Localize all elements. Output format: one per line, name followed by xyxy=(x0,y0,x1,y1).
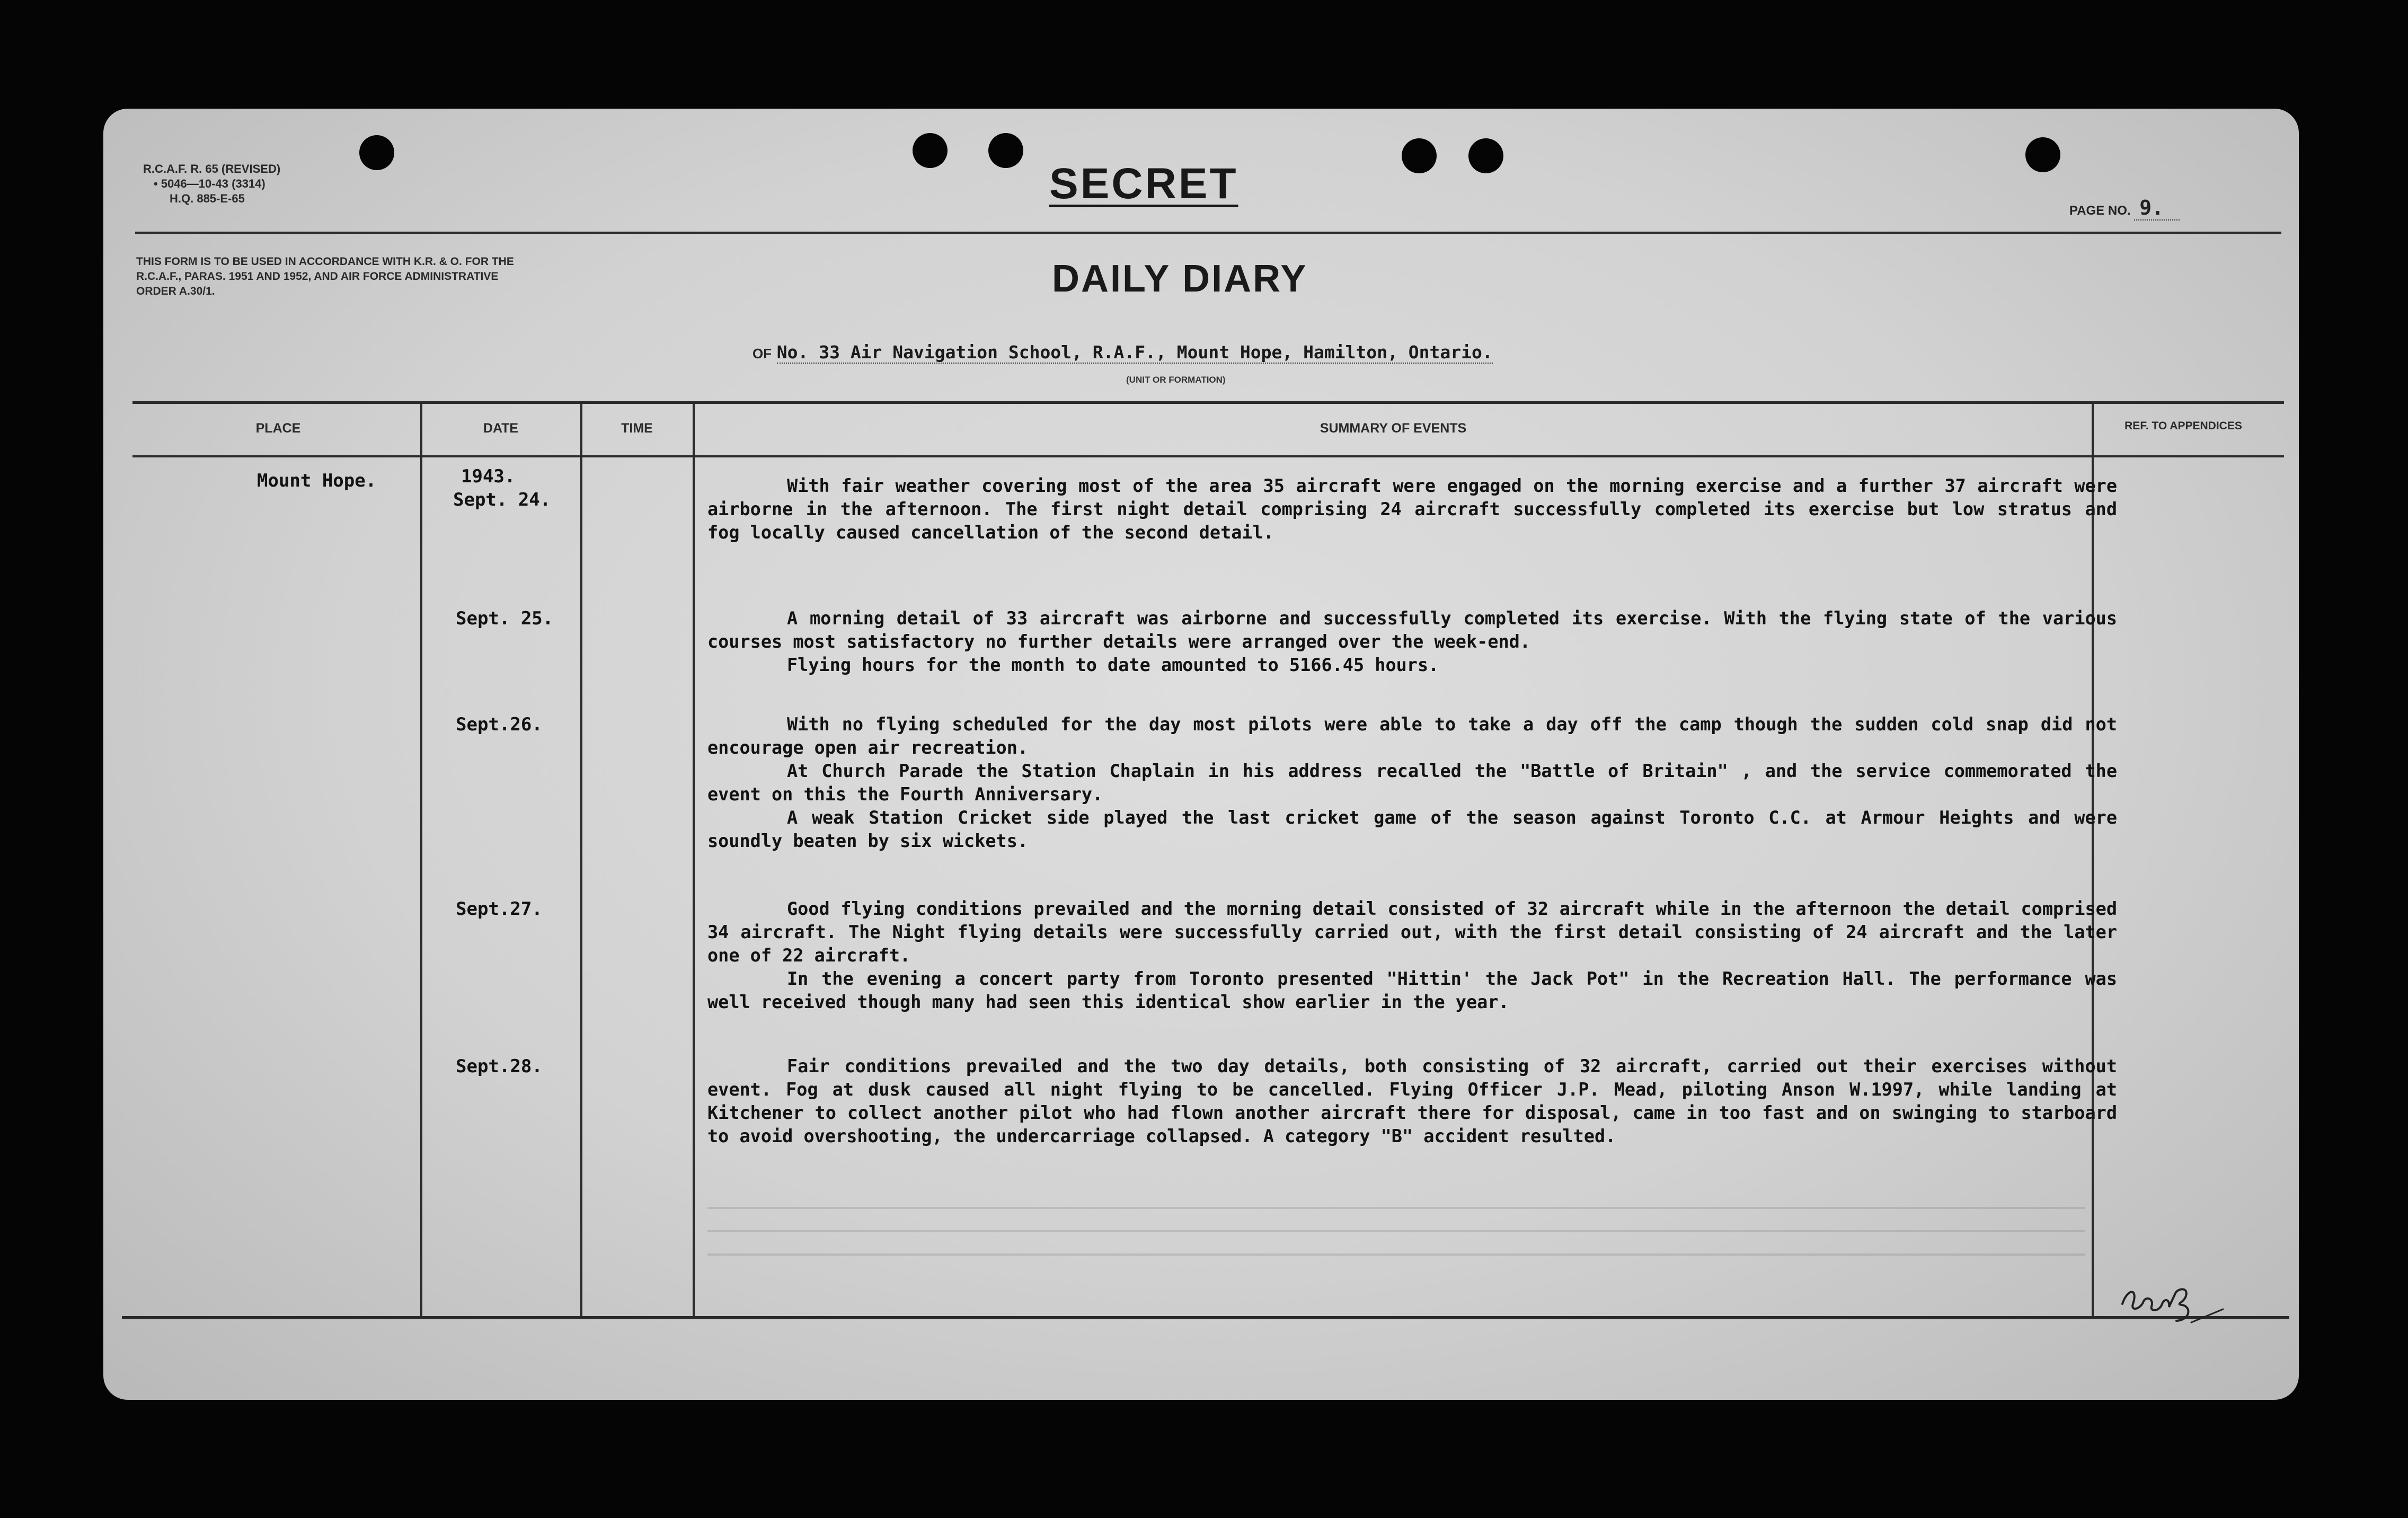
table-header-rule xyxy=(132,455,2284,457)
punch-hole xyxy=(988,133,1023,168)
punch-hole xyxy=(1468,138,1503,173)
entry-paragraph: In the evening a concert party from Toronto presented "Hittin' the Jack Pot" in the Recreation Hall. The performance was well received though many had seen this identical show earlier in the year. xyxy=(707,968,2117,1012)
column-divider xyxy=(580,401,582,1317)
form-reference xyxy=(143,162,280,206)
unit-prefix: OF xyxy=(752,346,772,361)
entry-paragraph: A weak Station Cricket side played the last cricket game of the season against Toronto C.C. at Armour Heights and were soundly beaten by six wickets. xyxy=(707,807,2117,851)
page-number xyxy=(2069,196,2180,219)
date-cell: Sept. 24. xyxy=(453,489,551,510)
column-header-ref: REF. TO APPENDICES xyxy=(2124,420,2242,432)
place-cell: Mount Hope. xyxy=(257,470,377,491)
date-cell: Sept.26. xyxy=(456,714,543,735)
form-instructions: THIS FORM IS TO BE USED IN ACCORDANCE WITH K.R. & O. FOR THE R.C.A.F., PARAS. 1951 AND 1952, AND AIR FORCE ADMINISTRATIVE ORDER A.30/1. xyxy=(136,255,514,297)
date-cell: Sept. 25. xyxy=(456,608,554,629)
table-top-rule xyxy=(132,401,2284,404)
column-header-time: TIME xyxy=(621,421,653,436)
punch-hole xyxy=(1402,138,1437,173)
form-ref-line: H.Q. 885-E-65 xyxy=(170,192,245,205)
column-header-place: PLACE xyxy=(255,421,301,436)
diary-entry xyxy=(707,897,2117,1014)
entry-paragraph: Fair conditions prevailed and the two day details, both consisting of 32 aircraft, carried out their exercises without event. Fog at dusk caused all night flying to be cancelled. Flying Officer J.P. Mead, piloting Anson W.1997, while landing at Kitchener to collect another pilot who had flown another aircraft there for disposal, came in too fast and on swinging to starboard to avoid overshooting, the undercarriage collapsed. A category "B" accident resulted. xyxy=(707,1056,2117,1146)
diary-entry xyxy=(707,607,2117,677)
unit-caption: (UNIT OR FORMATION) xyxy=(1126,375,1226,385)
classification-heading: SECRET xyxy=(1049,160,1238,208)
unit-line xyxy=(752,342,1493,363)
unit-name: No. 33 Air Navigation School, R.A.F., Mount Hope, Hamilton, Ontario. xyxy=(776,342,1493,363)
table-bottom-rule xyxy=(122,1316,2289,1319)
year-cell: 1943. xyxy=(461,466,516,487)
punch-hole xyxy=(359,135,394,170)
header-rule xyxy=(135,232,2281,234)
column-header-date: DATE xyxy=(483,421,519,436)
column-divider xyxy=(420,401,422,1317)
diary-sheet xyxy=(103,109,2299,1400)
entry-paragraph: At Church Parade the Station Chaplain in his address recalled the "Battle of Britain" , and the service commemorated the event on this the Fourth Anniversary. xyxy=(707,761,2117,805)
entry-paragraph: With no flying scheduled for the day most pilots were able to take a day off the camp though the sudden cold snap did not encourage open air recreation. xyxy=(707,714,2117,758)
punch-hole xyxy=(913,133,948,168)
entry-paragraph: With fair weather covering most of the area 35 aircraft were engaged on the morning exercise and a further 37 aircraft were airborne in the afternoon. The first night detail comprising 24 aircraft successfully completed its exercise but low stratus and fog locally caused cancellation of the second detail. xyxy=(707,475,2117,543)
document-title: DAILY DIARY xyxy=(1052,258,1308,300)
punch-hole xyxy=(2025,137,2060,172)
form-ref-line: R.C.A.F. R. 65 (REVISED) xyxy=(143,162,281,175)
page-number-value: 9. xyxy=(2134,196,2180,220)
diary-entry xyxy=(707,1055,2117,1148)
entry-paragraph: Flying hours for the month to date amounted to 5166.45 hours. xyxy=(787,655,1439,675)
form-ref-line: • 5046—10-43 (3314) xyxy=(154,177,265,190)
date-cell: Sept.28. xyxy=(456,1056,543,1077)
column-divider xyxy=(693,401,695,1317)
diary-entry xyxy=(707,474,2117,544)
entry-paragraph: A morning detail of 33 aircraft was airborne and successfully completed its exercise. With the flying state of the various courses most satisfactory no further details were arranged over the week-end. xyxy=(707,608,2117,652)
entry-paragraph: Good flying conditions prevailed and the morning detail consisted of 32 aircraft while in the afternoon the detail comprised 34 aircraft. The Night flying details were successfully carried out, with the first detail consisting of 24 aircraft and the later one of 22 aircraft. xyxy=(707,898,2117,966)
diary-entry xyxy=(707,713,2117,853)
column-header-summary: SUMMARY OF EVENTS xyxy=(1320,421,1467,436)
page-label: PAGE NO. xyxy=(2069,204,2131,218)
bleed-through-texture xyxy=(707,1195,2085,1259)
margin-note-handwriting xyxy=(2117,1272,2239,1330)
date-cell: Sept.27. xyxy=(456,898,543,920)
